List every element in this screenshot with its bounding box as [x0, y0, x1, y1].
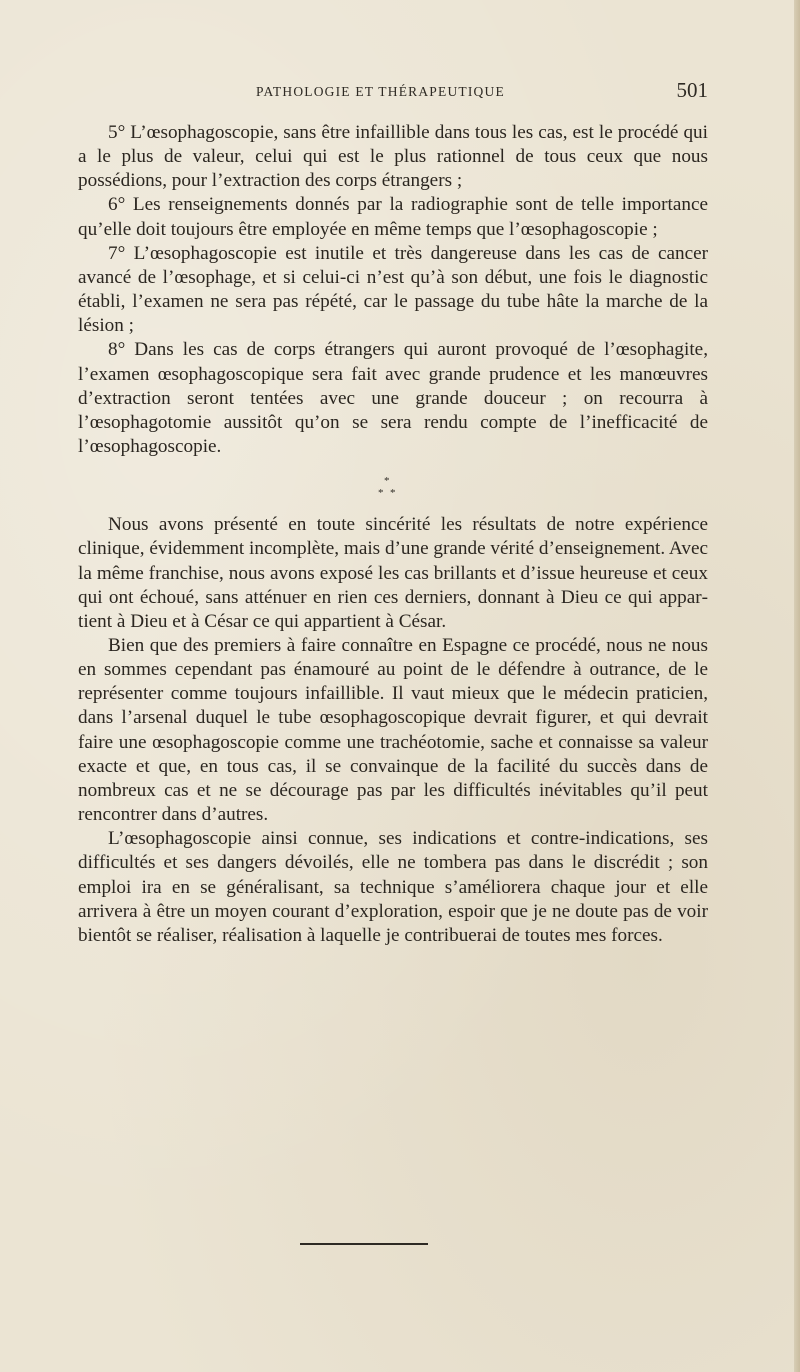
running-head: [78, 78, 708, 104]
page-edge: [794, 0, 800, 1372]
conclusion-7: 7° L’œsophagoscopie est inutile et très dangereuse dans les cas de cancer avancé de l’œsophage, et si celui-ci n’est qu’à son début, une fois le diagnostic établi, l’examen ne sera pas répété, car le passage du tube hâte la marche de la lésion ;: [78, 242, 708, 337]
closing-paragraph-2: Bien que des premiers à faire connaître en Espagne ce procédé, nous ne nous en sommes cependant pas énamouré au point de le défendre à outrance, de le représenter comme toujours infaillible. Il vaut mieux que le médecin praticien, dans l’arsenal duquel le tube œsophagoscopique devrait figurer, et qui devrait faire une œsophagoscopie comme une trachéotomie, sache et connaisse sa valeur exacte et que, en tous cas, il se convainque de la facilité du succès dans de nombreux cas et ne se décourage pas par les difficultés inévitables qu’il peut rencontrer dans d’autres.: [78, 634, 708, 826]
asterism-star: *: [378, 487, 384, 500]
conclusion-5: 5° L’œsophagoscopie, sans être infaillible dans tous les cas, est le procédé qui a le plus de valeur, celui qui est le plus rationnel de tous ceux que nous possédions, pour l’extraction des corps étrangers ;: [78, 122, 708, 192]
asterism-star: *: [390, 487, 396, 500]
asterism-star: *: [384, 475, 390, 488]
running-title: PATHOLOGIE ET THÉRAPEUTIQUE: [256, 84, 505, 99]
end-rule: [300, 1243, 428, 1245]
page-number: 501: [676, 78, 708, 102]
closing-paragraph-3: L’œsophagoscopie ainsi connue, ses indications et contre-indications, ses difficultés et ses dangers dévoilés, elle ne tombera pas dans le discrédit ; son emploi ira en se généralisant, sa technique s’améliorera chaque jour et elle arrivera à être un moyen courant d’exploration, espoir que je ne doute pas de voir bientôt se réaliser, réalisation à laquelle je contribuerai de toutes mes forces.: [78, 828, 708, 946]
asterism-separator: [78, 463, 708, 507]
conclusion-8: 8° Dans les cas de corps étrangers qui auront provoqué de l’œsophagite, l’examen œsophagoscopique sera fait avec grande prudence et les manœuvres d’extraction seront tentées avec une grande douceur ; on recourra à l’œsophagotomie aussitôt qu’on se sera rendu compte de l’inefficacité de l’œsophagoscopie.: [78, 339, 708, 458]
closing-paragraph-1: Nous avons présenté en toute sincérité les résultats de notre expérience clinique, évidemment incomplète, mais d’une grande vérité d’enseignement. Avec la même franchise, nous avons exposé les cas brillants et d’issue heureuse et ceux qui ont échoué, sans atténuer en rien ces derniers, donnant à Dieu ce qui appartient à Dieu et à César ce qui appartient à César.: [78, 514, 708, 632]
conclusion-6: 6° Les renseignements donnés par la radiographie sont de telle importance qu’elle doit toujours être employée en même temps que l’œsophagoscopie ;: [78, 194, 708, 240]
body-text: [78, 121, 708, 948]
